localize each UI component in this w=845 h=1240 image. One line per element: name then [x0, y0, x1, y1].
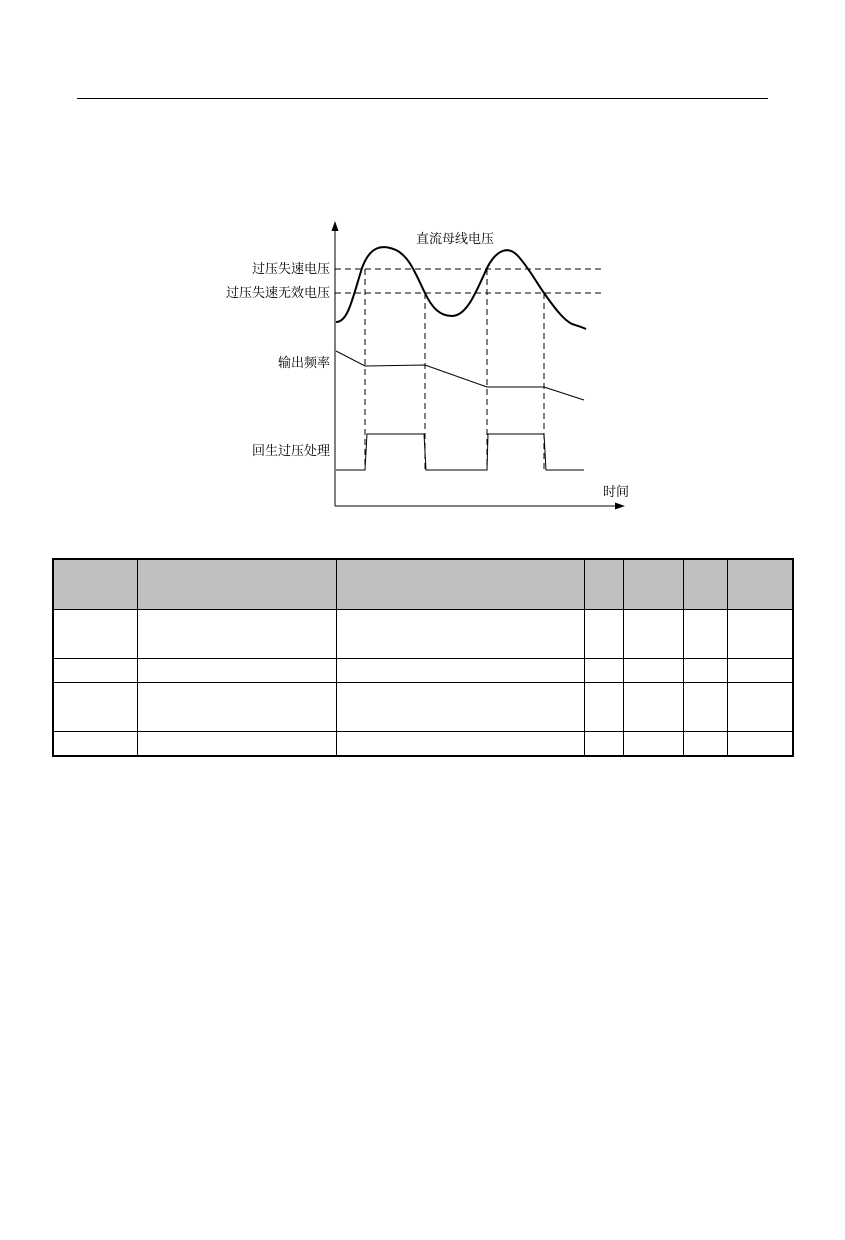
table-cell: [623, 610, 683, 659]
table-cell: [683, 683, 727, 732]
table-cell: [137, 732, 336, 757]
table-cell: [137, 683, 336, 732]
table-header-row: [53, 559, 793, 610]
table-cell: [336, 732, 584, 757]
table-cell: [623, 732, 683, 757]
regen-overvoltage-label: 回生过压处理: [251, 444, 330, 459]
y-axis-arrow: [332, 221, 339, 231]
output-frequency-trace: [336, 351, 584, 400]
overvoltage-stall-label: 过压失速电压: [251, 262, 330, 277]
parameter-table: [52, 558, 794, 757]
table-cell: [584, 732, 623, 757]
dc-bus-voltage-title: 直流母线电压: [415, 232, 495, 247]
regen-overvoltage-trace: [336, 434, 584, 470]
time-axis-label: 时间: [603, 485, 630, 500]
table-cell: [683, 659, 727, 683]
table-cell: [53, 610, 137, 659]
table-cell: [336, 683, 584, 732]
x-axis-arrow: [615, 503, 625, 510]
output-frequency-label: 输出频率: [277, 356, 330, 371]
table-header-cell: [53, 559, 137, 610]
table-cell: [623, 683, 683, 732]
table-header-cell: [584, 559, 623, 610]
table-header-cell: [727, 559, 793, 610]
table-header-cell: [137, 559, 336, 610]
stall-invalid-label: 过压失速无效电压: [225, 286, 330, 301]
table-header-cell: [683, 559, 727, 610]
table-row: [53, 610, 793, 659]
table-cell: [137, 659, 336, 683]
table-row: [53, 659, 793, 683]
table-cell: [727, 659, 793, 683]
table-cell: [336, 610, 584, 659]
table-row: [53, 683, 793, 732]
table-header-cell: [336, 559, 584, 610]
table-cell: [584, 610, 623, 659]
table-cell: [336, 659, 584, 683]
table-cell: [53, 683, 137, 732]
table-cell: [727, 732, 793, 757]
table-cell: [137, 610, 336, 659]
table-cell: [584, 659, 623, 683]
table-header-cell: [623, 559, 683, 610]
table-cell: [683, 732, 727, 757]
table-cell: [623, 659, 683, 683]
table-cell: [584, 683, 623, 732]
overvoltage-stall-diagram: [0, 0, 845, 530]
table-row: [53, 732, 793, 757]
dc-bus-voltage-curve: [336, 247, 586, 329]
table-cell: [53, 659, 137, 683]
table-cell: [683, 610, 727, 659]
table-cell: [727, 683, 793, 732]
table-cell: [727, 610, 793, 659]
table-cell: [53, 732, 137, 757]
